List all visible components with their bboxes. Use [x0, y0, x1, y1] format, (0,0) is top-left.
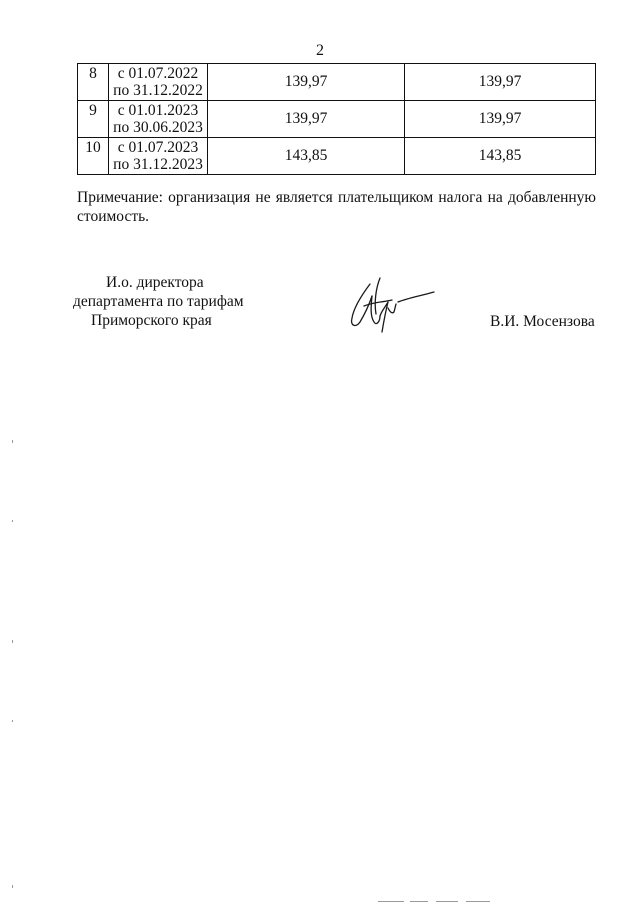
period-from: с 01.07.2022 [117, 65, 199, 82]
tariff-value-2: 139,97 [405, 64, 596, 101]
tariff-value-1: 139,97 [208, 64, 405, 101]
tariff-value-1: 143,85 [208, 138, 405, 175]
tariff-value-1: 139,97 [208, 101, 405, 138]
period-to: по 31.12.2022 [113, 82, 203, 99]
handwritten-signature [340, 272, 440, 334]
note-paragraph: Примечание: организация не является плательщиком налога на добавленную стоимость. [77, 189, 596, 225]
signer-position-line: департамента по тарифам [73, 293, 244, 310]
period-cell [109, 64, 208, 101]
row-number: 10 [78, 138, 109, 175]
tariff-value-2: 143,85 [405, 138, 596, 175]
period-to: по 30.06.2023 [113, 119, 203, 136]
period-to: по 31.12.2023 [113, 156, 203, 173]
signer-position-line: Приморского края [91, 312, 212, 329]
period-cell [109, 138, 208, 175]
signer-position [70, 273, 270, 330]
period-cell [109, 101, 208, 138]
table-row [78, 64, 596, 101]
signer-name: В.И. Мосензова [490, 313, 595, 330]
tariff-value-2: 139,97 [405, 101, 596, 138]
row-number: 9 [78, 101, 109, 138]
table-row [78, 101, 596, 138]
table-row [78, 138, 596, 175]
signer-position-line: И.о. директора [106, 274, 204, 291]
row-number: 8 [78, 64, 109, 101]
period-from: с 01.07.2023 [117, 139, 199, 156]
period-from: с 01.01.2023 [117, 102, 199, 119]
tariff-table [77, 63, 596, 175]
page-number: 2 [316, 42, 324, 59]
